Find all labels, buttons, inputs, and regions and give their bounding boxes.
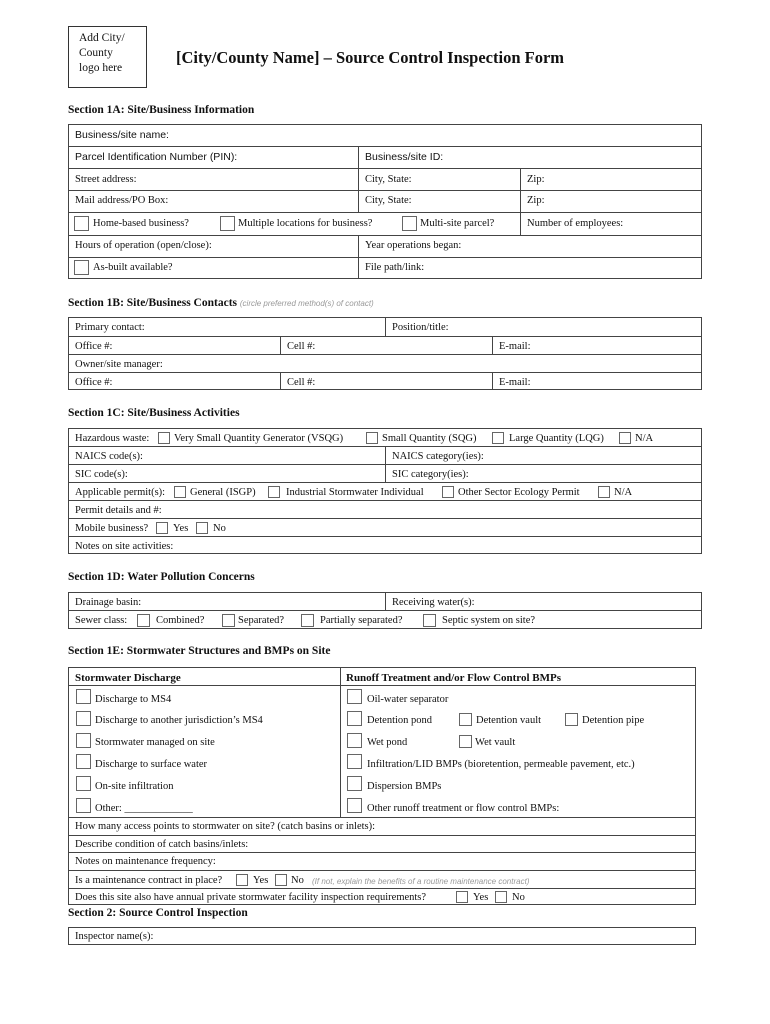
owner-office-field[interactable]: Office #:	[75, 377, 113, 388]
as-built-label: As-built available?	[93, 262, 173, 273]
permit-na-label: N/A	[614, 487, 633, 498]
owner-email-field[interactable]: E-mail:	[499, 377, 531, 388]
receiving-water-field[interactable]: Receiving water(s):	[392, 597, 475, 608]
vsqg-label: Very Small Quantity Generator (VSQG)	[174, 433, 344, 444]
industrial-individual-checkbox[interactable]	[268, 486, 280, 498]
septic-label: Septic system on site?	[442, 615, 536, 626]
as-built-checkbox[interactable]	[74, 260, 89, 275]
position-field[interactable]: Position/title:	[392, 322, 449, 333]
mobile-no-checkbox[interactable]	[196, 522, 208, 534]
discharge-other-ms4-checkbox[interactable]	[76, 711, 91, 726]
owner-field[interactable]: Owner/site manager:	[75, 359, 163, 370]
separated-checkbox[interactable]	[222, 614, 235, 627]
detention-pipe-label: Detention pipe	[582, 715, 645, 726]
primary-office-field[interactable]: Office #:	[75, 341, 113, 352]
pin-field[interactable]: Parcel Identification Number (PIN):	[75, 151, 238, 163]
hours-field[interactable]: Hours of operation (open/close):	[75, 240, 212, 251]
lqg-label: Large Quantity (LQG)	[509, 433, 604, 444]
multi-site-checkbox[interactable]	[402, 216, 417, 231]
home-based-label: Home-based business?	[93, 218, 189, 229]
hazardous-waste-label: Hazardous waste:	[75, 433, 150, 444]
multiple-locations-checkbox[interactable]	[220, 216, 235, 231]
mail-address-field[interactable]: Mail address/PO Box:	[75, 195, 169, 206]
stormwater-discharge-header: Stormwater Discharge	[75, 672, 181, 684]
wet-pond-label: Wet pond	[367, 737, 408, 748]
catch-basin-condition-field[interactable]: Describe condition of catch basins/inlets:	[75, 839, 249, 850]
wet-vault-label: Wet vault	[475, 737, 516, 748]
private-no-checkbox[interactable]	[495, 891, 507, 903]
permit-details-field[interactable]: Permit details and #:	[75, 505, 162, 516]
drainage-basin-field[interactable]: Drainage basin:	[75, 597, 142, 608]
general-isgp-checkbox[interactable]	[174, 486, 186, 498]
infiltration-lid-label: Infiltration/LID BMPs (bioretention, permeable pavement, etc.)	[367, 759, 635, 770]
multiple-locations-label: Multiple locations for business?	[238, 218, 373, 229]
zip-field[interactable]: Zip:	[527, 174, 545, 185]
industrial-individual-label: Industrial Stormwater Individual	[286, 487, 424, 498]
detention-vault-checkbox[interactable]	[459, 713, 472, 726]
section-1a-heading: Section 1A: Site/Business Information	[68, 104, 255, 116]
combined-checkbox[interactable]	[137, 614, 150, 627]
contract-no-label: No	[291, 875, 304, 886]
private-no-label: No	[512, 892, 525, 903]
dispersion-label: Dispersion BMPs	[367, 781, 442, 792]
lqg-checkbox[interactable]	[492, 432, 504, 444]
surface-water-checkbox[interactable]	[76, 754, 91, 769]
discharge-ms4-label: Discharge to MS4	[95, 694, 172, 705]
onsite-infiltration-checkbox[interactable]	[76, 776, 91, 791]
discharge-ms4-checkbox[interactable]	[76, 689, 91, 704]
detention-pond-checkbox[interactable]	[347, 711, 362, 726]
managed-on-site-label: Stormwater managed on site	[95, 737, 215, 748]
street-address-field[interactable]: Street address:	[75, 174, 137, 185]
septic-checkbox[interactable]	[423, 614, 436, 627]
file-path-field[interactable]: File path/link:	[365, 262, 425, 273]
logo-text-line-3: logo here	[79, 62, 123, 74]
maintenance-contract-label: Is a maintenance contract in place?	[75, 875, 223, 886]
sewer-class-label: Sewer class:	[75, 615, 128, 626]
section-2-table	[68, 927, 696, 945]
section-1c-heading: Section 1C: Site/Business Activities	[68, 407, 240, 419]
contract-yes-label: Yes	[253, 875, 269, 886]
detention-pond-label: Detention pond	[367, 715, 433, 726]
combined-label: Combined?	[156, 615, 205, 626]
infiltration-lid-checkbox[interactable]	[347, 754, 362, 769]
logo-text-line-2: County	[79, 47, 113, 59]
primary-email-field[interactable]: E-mail:	[499, 341, 531, 352]
partially-separated-label: Partially separated?	[320, 615, 403, 626]
sqg-checkbox[interactable]	[366, 432, 378, 444]
hazardous-na-label: N/A	[635, 433, 654, 444]
vsqg-checkbox[interactable]	[158, 432, 170, 444]
oil-water-label: Oil-water separator	[367, 694, 449, 705]
other-runoff-checkbox[interactable]	[347, 798, 362, 813]
business-name-field[interactable]: Business/site name:	[75, 129, 169, 141]
year-began-field[interactable]: Year operations began:	[365, 240, 462, 251]
maintenance-frequency-field[interactable]: Notes on maintenance frequency:	[75, 856, 216, 867]
primary-cell-field[interactable]: Cell #:	[287, 341, 316, 352]
mail-zip-field[interactable]: Zip:	[527, 195, 545, 206]
permits-label: Applicable permit(s):	[75, 487, 166, 498]
general-isgp-label: General (ISGP)	[190, 487, 256, 498]
section-1b-note: (circle preferred method(s) of contact)	[239, 299, 374, 308]
oil-water-checkbox[interactable]	[347, 689, 362, 704]
separated-label: Separated?	[238, 615, 285, 626]
primary-contact-field[interactable]: Primary contact:	[75, 322, 145, 333]
mail-city-state-field[interactable]: City, State:	[365, 195, 412, 206]
mobile-business-label: Mobile business?	[75, 523, 149, 534]
sqg-label: Small Quantity (SQG)	[382, 433, 477, 444]
access-points-field[interactable]: How many access points to stormwater on site? (catch basins or inlets):	[75, 821, 376, 832]
section-1b-title: Section 1B: Site/Business Contacts	[68, 297, 237, 309]
sic-code-field[interactable]: SIC code(s):	[75, 469, 128, 480]
surface-water-label: Discharge to surface water	[95, 759, 208, 770]
site-activities-notes-field[interactable]: Notes on site activities:	[75, 541, 174, 552]
site-id-field[interactable]: Business/site ID:	[365, 151, 444, 163]
onsite-infiltration-label: On-site infiltration	[95, 781, 174, 792]
multi-site-label: Multi-site parcel?	[420, 218, 495, 229]
partially-separated-checkbox[interactable]	[301, 614, 314, 627]
wet-pond-checkbox[interactable]	[347, 733, 362, 748]
employees-field[interactable]: Number of employees:	[527, 218, 624, 229]
discharge-other-ms4-label: Discharge to another jurisdiction’s MS4	[95, 715, 263, 726]
mobile-no-label: No	[213, 523, 226, 534]
logo-text-line-1: Add City/	[79, 32, 125, 44]
dispersion-checkbox[interactable]	[347, 776, 362, 791]
other-sector-label: Other Sector Ecology Permit	[458, 487, 580, 498]
runoff-bmps-header: Runoff Treatment and/or Flow Control BMPs	[346, 672, 562, 684]
mobile-yes-checkbox[interactable]	[156, 522, 168, 534]
managed-on-site-checkbox[interactable]	[76, 733, 91, 748]
private-yes-label: Yes	[473, 892, 489, 903]
private-yes-checkbox[interactable]	[456, 891, 468, 903]
permit-na-checkbox[interactable]	[598, 486, 610, 498]
form-title: [City/County Name] – Source Control Inspection Form	[176, 48, 565, 67]
owner-cell-field[interactable]: Cell #:	[287, 377, 316, 388]
contract-note: (If not, explain the benefits of a routine maintenance contract)	[312, 877, 530, 886]
sic-category-field[interactable]: SIC category(ies):	[392, 469, 469, 480]
detention-pipe-checkbox[interactable]	[565, 713, 578, 726]
naics-category-field[interactable]: NAICS category(ies):	[392, 451, 484, 462]
section-2-heading: Section 2: Source Control Inspection	[68, 907, 248, 919]
contract-yes-checkbox[interactable]	[236, 874, 248, 886]
detention-vault-label: Detention vault	[476, 715, 542, 726]
other-sector-checkbox[interactable]	[442, 486, 454, 498]
logo-placeholder	[68, 26, 147, 88]
contract-no-checkbox[interactable]	[275, 874, 287, 886]
wet-vault-checkbox[interactable]	[459, 735, 472, 748]
mobile-yes-label: Yes	[173, 523, 189, 534]
section-1e-heading: Section 1E: Stormwater Structures and BMPs on Site	[68, 645, 331, 657]
section-1d-heading: Section 1D: Water Pollution Concerns	[68, 571, 255, 583]
city-state-field[interactable]: City, State:	[365, 174, 412, 185]
hazardous-na-checkbox[interactable]	[619, 432, 631, 444]
discharge-other-label: Other: _____________	[95, 803, 193, 814]
other-runoff-label: Other runoff treatment or flow control BMPs:	[367, 803, 560, 814]
home-based-checkbox[interactable]	[74, 216, 89, 231]
section-1b-heading	[68, 297, 374, 309]
inspector-names-field[interactable]: Inspector name(s):	[75, 931, 154, 942]
private-inspection-label: Does this site also have annual private stormwater facility inspection requirements?	[75, 892, 427, 903]
naics-code-field[interactable]: NAICS code(s):	[75, 451, 143, 462]
discharge-other-checkbox[interactable]	[76, 798, 91, 813]
